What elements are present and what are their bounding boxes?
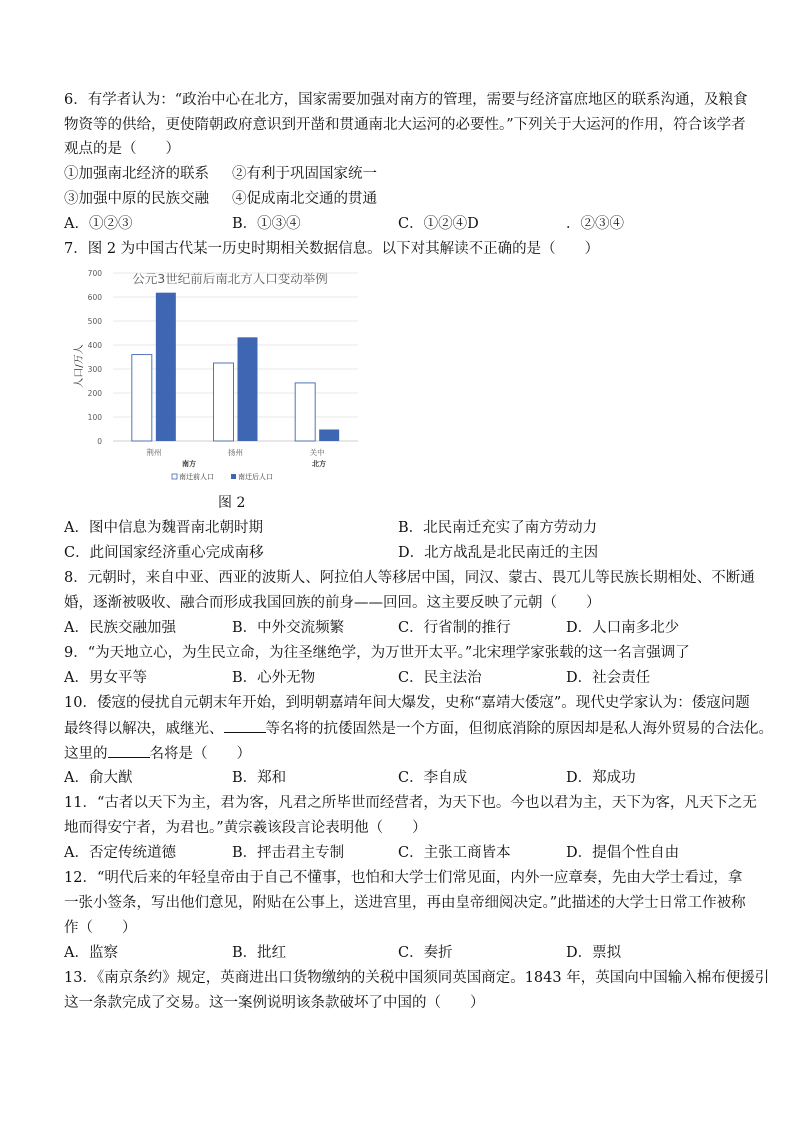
bar-before-0	[132, 355, 152, 441]
q10-stem-line2-part1: 最终得以解决，戚继光、	[64, 721, 224, 737]
q13-stem-line2: 这一条款完成了交易。这一案例说明该条款破坏了中国的（ ）	[64, 995, 485, 1011]
bar-before-1	[214, 363, 234, 441]
legend-label-after: 南迁后人口	[238, 473, 273, 481]
q8-option-b[interactable]: B．中外交流频繁	[232, 620, 345, 636]
q10-stem-line2	[64, 718, 773, 739]
q9-option-b[interactable]: B．心外无物	[232, 670, 316, 686]
q10-stem-line1: 10．倭寇的侵扰自元朝末年开始，到明朝嘉靖年间大爆发，史称“嘉靖大倭寇”。现代史学家认为：倭寇问题	[64, 695, 750, 711]
q12-stem-line2: 一张小签条，写出他们意见，附贴在公事上，送进宫里，再由皇帝细阅决定。”此描述的大学士日常工作被称	[64, 895, 746, 911]
q11-option-b[interactable]: B．抨击君主专制	[232, 845, 345, 861]
q10-option-c[interactable]: C．李自成	[398, 770, 468, 786]
chart-category-label: 扬州	[228, 448, 243, 457]
chart-y-tick-label: 200	[87, 389, 102, 398]
q10-option-a[interactable]: A．俞大猷	[64, 770, 133, 786]
chart-y-axis-label: 人口/万人	[74, 344, 85, 388]
q11-stem-line2: 地而得安宁者，为君也。”黄宗羲该段言论表明他（ ）	[64, 820, 427, 836]
q6-option-d[interactable]: ．②③④	[566, 216, 624, 232]
q11-stem-line1: 11．“古者以天下为主，君为客，凡君之所毕世而经营者，为天下也。今也以君为主，天下为客，凡天下之无	[64, 795, 757, 811]
q6-option-c[interactable]: C．①②④D	[398, 216, 479, 232]
q6-statement-3: ③加强中原的民族交融	[64, 191, 209, 207]
chart-y-tick-label: 700	[87, 269, 102, 278]
q10-stem-line3-part2: 名将是（ ）	[149, 746, 251, 762]
q12-stem-line1: 12．“明代后来的年轻皇帝由于自己不懂事，也怕和大学士们常见面，内外一应章奏，先由大学士看过，拿	[64, 870, 743, 886]
chart-y-tick-label: 0	[97, 437, 102, 446]
q10-blank-1	[224, 718, 266, 733]
q10-stem-line2-part2: 等名将的抗倭固然是一个方面，但彻底消除的原因却是私人海外贸易的合法化。	[265, 721, 773, 737]
chart-y-tick-label: 100	[87, 413, 102, 422]
q12-option-c[interactable]: C．奏折	[398, 945, 453, 961]
legend-swatch-before	[172, 474, 177, 479]
q8-option-d[interactable]: D．人口南多北少	[566, 620, 680, 636]
q12-option-a[interactable]: A．监察	[64, 945, 118, 961]
chart-title: 公元3世纪前后南北方人口变动举例	[132, 271, 328, 286]
q13-stem-line1: 13．《南京条约》规定，英商进出口货物缴纳的关税中国须同英国商定。1843 年，英国向中国输入棉布便援引	[64, 970, 770, 986]
q8-option-a[interactable]: A．民族交融加强	[64, 620, 176, 636]
q7-option-a[interactable]: A．图中信息为魏晋南北朝时期	[64, 520, 263, 536]
q7-stem-line1: 7．图 2 为中国古代某一历史时期相关数据信息。以下对其解读不正确的是（ ）	[64, 241, 600, 257]
q12-option-b[interactable]: B．批红	[232, 945, 287, 961]
chart-group-label-north: 北方	[312, 460, 326, 468]
chart-group-label-south: 南方	[182, 460, 196, 468]
q7-option-c[interactable]: C．此间国家经济重心完成南移	[64, 545, 264, 561]
q8-stem-line2: 婚，逐渐被吸收、融合而形成我国回族的前身——回回。这主要反映了元朝（ ）	[64, 595, 601, 611]
chart-y-tick-label: 600	[87, 293, 102, 302]
bar-after-1	[238, 337, 258, 441]
q6-option-a[interactable]: A．①②③	[64, 216, 133, 232]
legend-label-before: 南迁前人口	[179, 473, 214, 481]
q10-stem-line3	[64, 743, 251, 764]
q9-option-d[interactable]: D．社会责任	[566, 670, 651, 686]
q11-option-c[interactable]: C．主张工商皆本	[398, 845, 511, 861]
q6-statement-4: ④促成南北交通的贯通	[232, 191, 377, 207]
q10-stem-line3-part1: 这里的	[64, 746, 108, 762]
q10-blank-2	[108, 743, 150, 758]
q6-stem-line2: 物资等的供给，更使隋朝政府意识到开凿和贯通南北大运河的必要性。”下列关于大运河的作用，符合该学者	[64, 117, 746, 133]
q8-stem-line1: 8．元朝时，来自中亚、西亚的波斯人、阿拉伯人等移居中国，同汉、蒙古、畏兀儿等民族长期相处、不断通	[64, 570, 755, 586]
q6-stem-line1: 6．有学者认为：“政治中心在北方，国家需要加强对南方的管理，需要与经济富庶地区的联系沟通，及粮食	[64, 92, 748, 108]
chart-category-label: 荆州	[146, 448, 162, 457]
q10-option-b[interactable]: B．郑和	[232, 770, 287, 786]
q6-statement-2: ②有利于巩固国家统一	[232, 166, 377, 182]
chart-category-label: 关中	[309, 448, 325, 457]
q7-option-b[interactable]: B．北民南迁充实了南方劳动力	[398, 520, 598, 536]
q9-stem-line1: 9．“为天地立心，为生民立命，为往圣继绝学，为万世开太平。”北宋理学家张载的这一名言强调了	[64, 645, 690, 661]
chart-y-tick-label: 500	[87, 317, 102, 326]
q12-stem-line3: 作（ ）	[64, 920, 137, 936]
q11-option-a[interactable]: A．否定传统道德	[64, 845, 176, 861]
legend-swatch-after	[231, 474, 236, 479]
chart-y-tick-label: 300	[87, 365, 102, 374]
q10-option-d[interactable]: D．郑成功	[566, 770, 636, 786]
figure-caption: 图 2	[218, 495, 246, 511]
chart-y-tick-label: 400	[87, 341, 102, 350]
q9-option-a[interactable]: A．男女平等	[64, 670, 147, 686]
q6-stem-line3: 观点的是（ ）	[64, 141, 180, 157]
population-bar-chart	[68, 262, 368, 487]
q8-option-c[interactable]: C．行省制的推行	[398, 620, 511, 636]
q9-option-c[interactable]: C．民主法治	[398, 670, 482, 686]
bar-before-2	[295, 383, 315, 441]
bar-after-2	[319, 429, 339, 441]
q12-option-d[interactable]: D．票拟	[566, 945, 622, 961]
chart-legend	[172, 472, 273, 481]
q11-option-d[interactable]: D．提倡个性自由	[566, 845, 680, 861]
q7-option-d[interactable]: D．北方战乱是北民南迁的主因	[398, 545, 599, 561]
q6-statement-1: ①加强南北经济的联系	[64, 166, 209, 182]
q6-option-b[interactable]: B．①③④	[232, 216, 301, 232]
bar-after-0	[156, 293, 176, 441]
